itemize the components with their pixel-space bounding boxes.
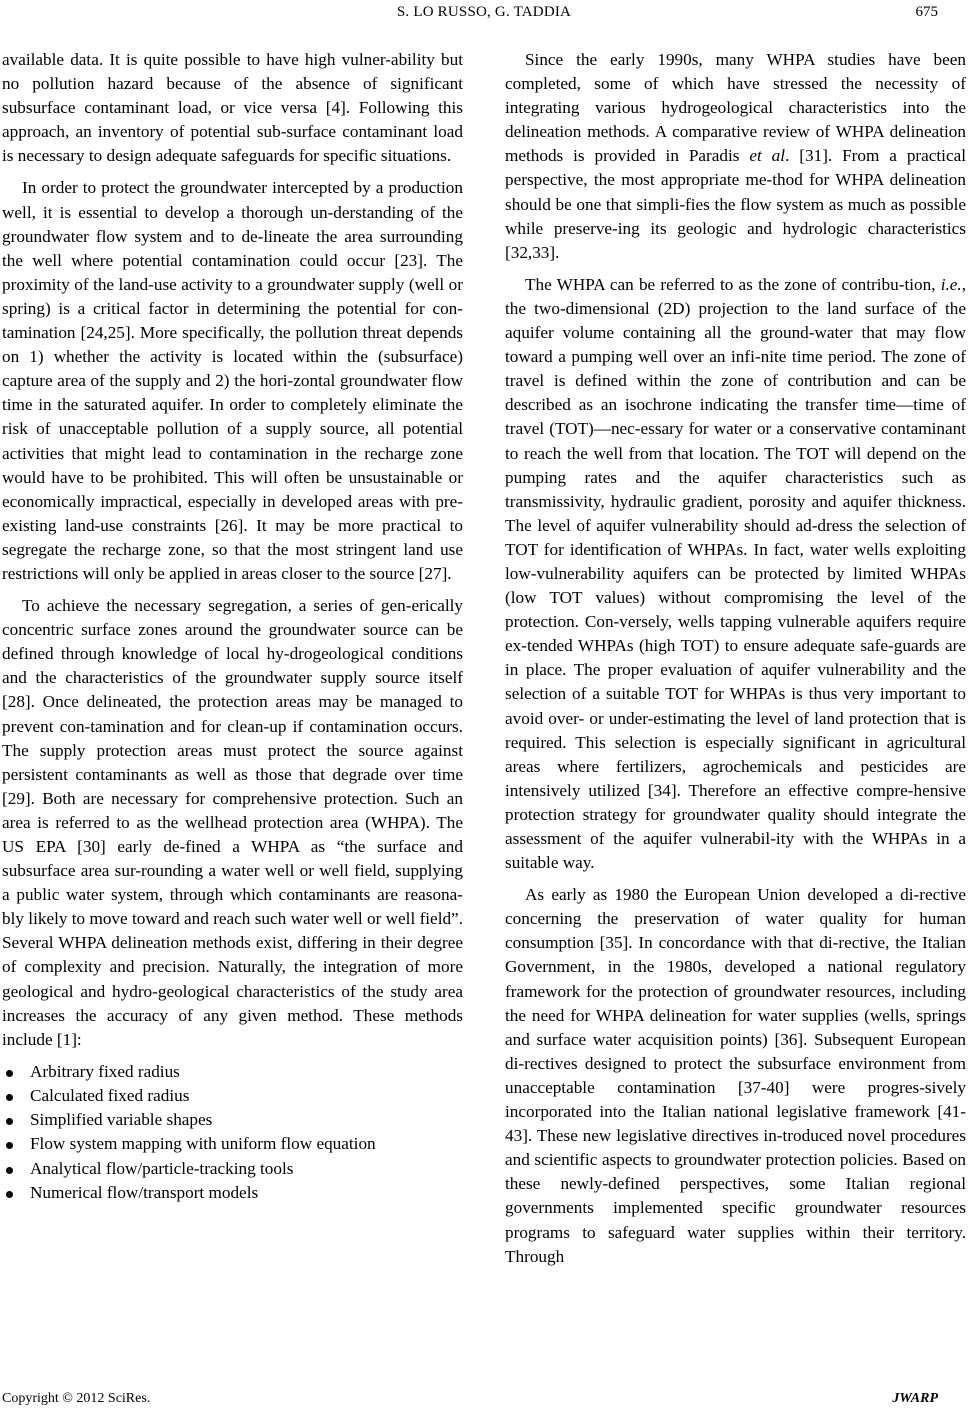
paragraph: To achieve the necessary segregation, a series of gen-erically concentric surface zones around the groundwater source can be defined through knowledge of local hy-drogeological conditions and the characteristics of the groundwater supply source itself [28]. Once delineated, the protection areas may be managed to prevent con-tamination and for clean-up if contamination occurs. The supply protection areas must protect the source against persistent contaminants as well as those that degrade over time [29]. Both are necessary for comprehensive protection. Such an area is referred to as the wellhead protection area (WHPA). The US EPA [30] early de-fined a WHPA as “the surface and subsurface area sur-rounding a water well or well field, supplying a public water system, through which contaminants are reasona-bly likely to move toward and reach such water well or well field”. Several WHPA delineation methods exist, differing in their degree of complexity and precision. Naturally, the integration of more geological and hydro-geological characteristics of the study area increases the accuracy of any given method. These methods include [1]: [2, 596, 463, 1049]
paragraph [505, 273, 966, 875]
bullet-icon [6, 1094, 13, 1101]
list-item-text: Flow system mapping with uniform flow equation [30, 1134, 376, 1154]
list-item [2, 1108, 463, 1132]
paragraph: In order to protect the groundwater intercepted by a production well, it is essential to develop a thorough un-derstanding of the groundwater flow system and to de-lineate the area surrounding the well where potential contamination could occur [23]. The proximity of the land-use activity to a groundwater supply (well or spring) is a critical factor in determining the potential for con-tamination [24,25]. More specifically, the pollution threat depends on 1) whether the activity is located within the (subsurface) capture area of the supply and 2) the hori-zontal groundwater flow time in the saturated aquifer. In order to completely eliminate the risk of unacceptable pollution of a supply source, all potential activities that might lead to contamination in the recharge zone would have to be prohibited. This will often be unsustainable or economically impractical, especially in developed areas with pre-existing land-use constraints [26]. It may be more practical to segregate the recharge zone, so that the most stringent land use restrictions will only be applied in areas closer to the source [27]. [2, 178, 463, 583]
journal-name: JWARP [892, 1391, 938, 1406]
list-item-text: Calculated fixed radius [30, 1086, 190, 1106]
copyright-notice: Copyright © 2012 SciRes. [2, 1391, 151, 1406]
page-number: 675 [915, 4, 938, 20]
right-column [505, 48, 966, 1277]
left-column [2, 48, 463, 1205]
bullet-icon [6, 1142, 13, 1149]
list-item-text: Simplified variable shapes [30, 1110, 213, 1130]
abbreviation-ie: i.e. [940, 274, 962, 294]
list-item-text: Numerical flow/transport models [30, 1182, 259, 1202]
list-item-text: Analytical flow/particle-tracking tools [30, 1158, 294, 1178]
list-item [2, 1060, 463, 1084]
list-item [2, 1132, 463, 1156]
bullet-icon [6, 1191, 13, 1198]
method-list [2, 1060, 463, 1205]
list-item [2, 1157, 463, 1181]
paragraph: As early as 1980 the European Union developed a di-rective concerning the preservation of water quality for human consumption [35]. In concordance with that di-rective, the Italian Government, in the 1980s, developed a national regulatory framework for the protection of groundwater resources, including the need for WHPA delineation for water supplies (wells, springs and surface water acquisition points) [36]. Subsequent European di-rectives designed to protect the subsurface environment from unacceptable contamination [37-40] were progres-sively incorporated into the Italian national legislative framework [41-43]. These new legislative directives in-troduced novel procedures and scientific aspects to groundwater protection policies. Based on these newly-defined perspectives, some Italian regional governments implemented specific groundwater resources programs to safeguard water supplies within their territory. Through [505, 885, 966, 1266]
paragraph-text: . [31]. From a practical perspective, the most appropriate me-thod for WHPA delineation should be one that simpli-fies the flow system as much as possible while preserve-ing its geologic and hydrologic characteristics [32,33]. [505, 146, 966, 262]
list-item-text: Arbitrary fixed radius [30, 1061, 180, 1081]
citation-et-al: et al [749, 146, 786, 166]
paragraph: available data. It is quite possible to have high vulner-ability but no pollution hazard because of the absence of significant subsurface contaminant load, or vice versa [4]. Following this approach, an inventory of potential sub-surface contaminant load is necessary to design adequate safeguards for specific situations. [2, 50, 463, 166]
page-footer [0, 1391, 968, 1411]
list-item [2, 1084, 463, 1108]
bullet-icon [6, 1070, 13, 1077]
running-head-authors: S. LO RUSSO, G. TADDIA [396, 4, 572, 20]
list-item [2, 1181, 463, 1205]
bullet-icon [6, 1118, 13, 1125]
paragraph [505, 48, 966, 265]
paragraph-text: Since the early 1990s, many WHPA studies have been completed, some of which have stressed the necessity of integrating various hydrogeological characteristics into the delineation methods. A comparative review of WHPA delineation methods is provided in Paradis [505, 50, 966, 166]
bullet-icon [6, 1167, 13, 1174]
paragraph-text: , the two-dimensional (2D) projection to the land surface of the aquifer volume containing all the ground-water that may flow toward a pumping well over an infi-nite time period. The zone of travel is defined within the zone of contribution and can be described as an isochrone indicating the transfer time—time of travel (TOT)—nec-essary for water or a conservative contaminant to reach the well from that location. The TOT will depend on the pumping rates and the aquifer characteristics such as transmissivity, hydraulic gradient, porosity and aquifer thickness. The level of aquifer vulnerability should ad-dress the selection of TOT for identification of WHPAs. In fact, water wells exploiting low-vulnerability aquifers can be protected by limited WHPAs (low TOT values) without compromising the level of the protection. Con-versely, wells tapping vulnerable aquifers require ex-tended WHPAs (high TOT) to ensure adequate safe-guards are in place. The proper evaluation of aquifer vulnerability and the selection of a suitable TOT for WHPAs is thus very important to avoid over- or under-estimating the level of land protection that is required. This selection is especially significant in agricultural areas where fertilizers, agrochemicals and pesticides are intensively utilized [34]. Therefore an effective compre-hensive protection strategy for groundwater quality should integrate the assessment of the aquifer vulnerabil-ity with the WHPAs in a suitable way. [505, 274, 966, 873]
paragraph-text: The WHPA can be referred to as the zone of contribu-tion, [525, 274, 941, 294]
page-header [0, 4, 968, 26]
